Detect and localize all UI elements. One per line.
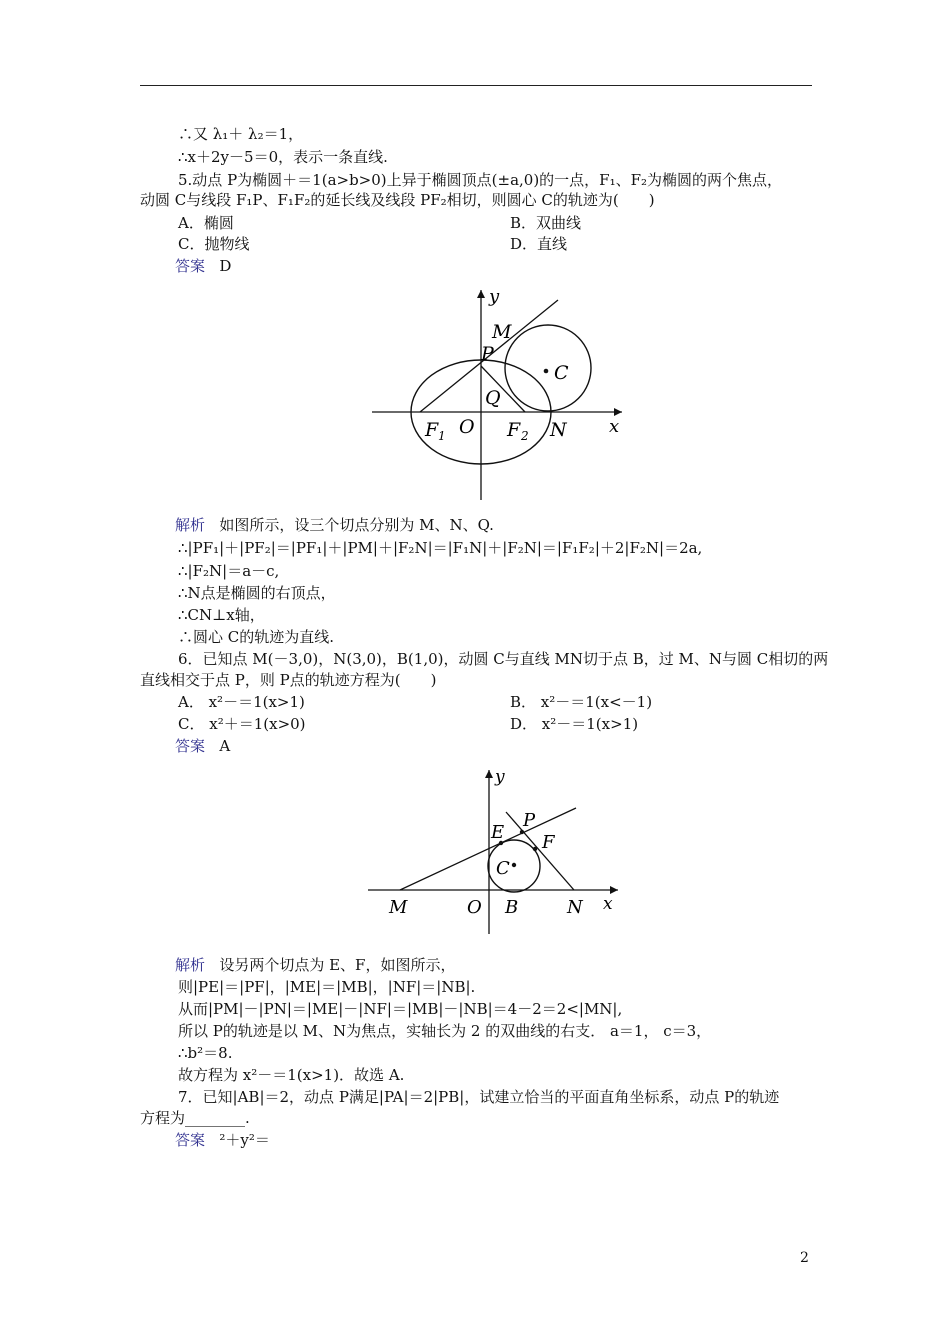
question-7-line-1: 7．已知|AB|＝2，动点 P满足|PA|＝2|PB|，试建立恰当的平面直角坐标系，动点 P的轨迹 [178,1088,780,1106]
label-Q: Q [485,387,501,409]
answer-value: ²＋y²＝ [219,1131,270,1149]
header-rule [140,85,812,86]
question-6-line-2: 直线相交于点 P，则 P点的轨迹方程为( ) [140,671,437,689]
label-F1-sub: 1 [438,429,446,443]
q7-answer [175,1130,270,1150]
label-F: F [542,832,555,853]
label-F1: F [425,419,439,441]
text-line: ∴x＋2y－5＝0，表示一条直线. [178,148,388,166]
answer-label: 答案 [175,737,206,755]
label-M: M [389,897,408,918]
label-C: C [554,362,569,384]
label-O: O [467,897,482,918]
label-C: C [496,858,510,879]
q5-solution-1 [175,515,494,535]
label-F2: F [507,419,521,441]
q5-solution-4: ∴N点是椭圆的右顶点， [178,584,336,602]
label-P: P [481,343,494,365]
page-number: 2 [800,1250,809,1266]
q5-solution-6: ∴圆心 C的轨迹为直线. [178,628,335,646]
question-5-line-1: 5.动点 P为椭圆＋＝1(a>b>0)上异于椭圆顶点(±a,0)的一点，F₁、F₂为椭圆的两个焦点， [178,171,783,189]
label-x: x [603,894,613,914]
text-line: ∴又 λ₁＋ λ₂＝1， [178,125,304,143]
question-6-line-1: 6．已知点 M(－3,0)，N(3,0)，B(1,0)，动圆 C与直线 MN切于点 B，过 M、N与圆 C相切的两 [178,650,829,668]
answer-label: 答案 [175,257,206,275]
q6-solution-6: 故方程为 x²－＝1(x>1)．故选 A. [178,1066,405,1084]
q5-option-a: A．椭圆 [178,214,234,232]
label-M: M [492,321,512,343]
label-F2-sub: 2 [521,429,529,443]
answer-value: D [219,257,232,275]
label-N: N [567,897,583,918]
q6-solution-1 [175,955,455,975]
label-E: E [491,822,505,843]
q6-solution-4: 所以 P的轨迹是以 M、N为焦点，实轴长为 2 的双曲线的右支． a＝1， c＝3， [178,1022,712,1040]
label-y: y [495,767,505,787]
q5-option-c: C．抛物线 [178,235,250,253]
q5-solution-3: ∴|F₂N|＝a－c, [178,562,280,580]
question-7-line-2: 方程为________. [140,1109,250,1127]
label-y: y [489,286,500,307]
q6-option-b: B． x²－＝1(x<－1) [510,693,653,711]
q5-option-b: B．双曲线 [510,214,582,232]
answer-label: 答案 [175,1131,206,1149]
q5-solution-2: ∴|PF₁|＋|PF₂|＝|PF₁|＋|PM|＋|F₂N|＝|F₁N|＋|F₂N|＝|F₁F₂|＋2|F₂N|＝2a, [178,539,703,557]
q6-option-d: D． x²－＝1(x>1) [510,715,639,733]
label-B: B [505,897,519,918]
question-5-line-2: 动圆 C与线段 F₁P、F₁F₂的延长线及线段 PF₂相切，则圆心 C的轨迹为( ) [140,191,655,209]
label-N: N [550,419,567,441]
solution-text: 如图所示，设三个切点分别为 M、N、Q. [219,516,494,534]
q6-solution-5: ∴b²＝8. [178,1044,233,1062]
q6-answer [175,736,230,756]
figure-ellipse-circle [360,282,630,504]
q6-option-c: C． x²＋＝1(x>0) [178,715,306,733]
solution-text: 设另两个切点为 E、F，如图所示， [219,956,456,974]
figure-circle-tangents [360,764,625,939]
q5-option-d: D．直线 [510,235,568,253]
label-O: O [459,416,475,438]
label-P: P [523,810,536,831]
q6-solution-3: 从而|PM|－|PN|＝|ME|－|NF|＝|MB|－|NB|＝4－2＝2<|MN|, [178,1000,623,1018]
q6-option-a: A． x²－＝1(x>1) [178,693,305,711]
q5-solution-5: ∴CN⊥x轴， [178,606,265,624]
solution-label: 解析 [175,516,206,534]
answer-value: A [219,737,231,755]
q6-solution-2: 则|PE|＝|PF|，|ME|＝|MB|，|NF|＝|NB|. [178,978,476,996]
solution-label: 解析 [175,956,206,974]
label-x: x [609,416,620,437]
q5-answer [175,256,231,276]
